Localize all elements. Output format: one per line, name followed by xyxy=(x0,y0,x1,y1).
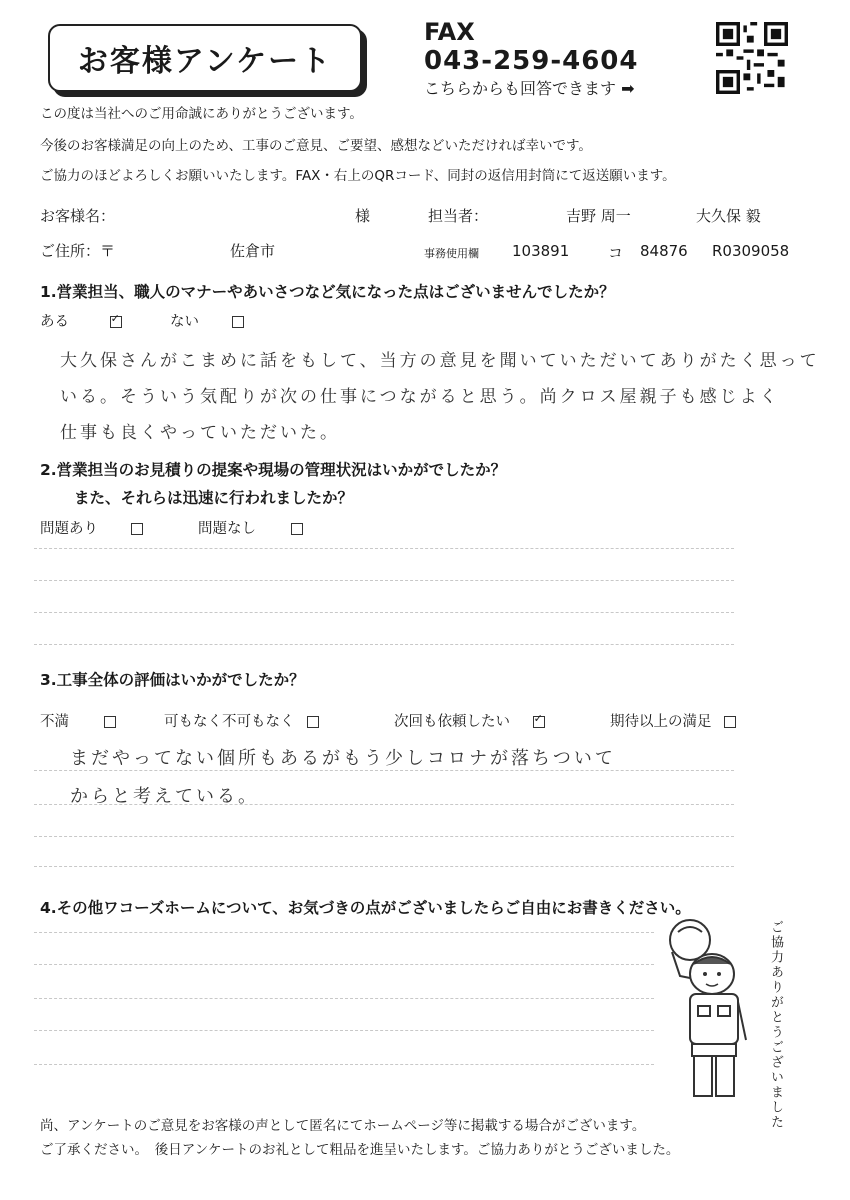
qr-code-icon[interactable] xyxy=(716,22,788,94)
q3-option-4-checkbox[interactable] xyxy=(724,716,736,728)
q3-option-1[interactable] xyxy=(40,710,116,731)
q3-option-3-checkbox[interactable] xyxy=(533,716,545,728)
office-code-4: R0309058 xyxy=(712,242,790,260)
q4-answer-line xyxy=(34,1030,654,1031)
office-code-3: 84876 xyxy=(640,242,688,260)
q3-answer-line-1: まだやってない個所もあるがもう少しコロナが落ちついて xyxy=(70,748,616,769)
q2-answer-line xyxy=(34,548,734,549)
q3-option-3-label: 次回も依頼したい xyxy=(394,714,510,730)
q1-no-checkbox[interactable] xyxy=(232,316,244,328)
q2-answer-line xyxy=(34,580,734,581)
q4-answer-line xyxy=(34,1064,654,1065)
q3-answer-line-2: からと考えている。 xyxy=(70,786,259,807)
office-code-2: コ xyxy=(608,244,624,262)
q2-no-checkbox[interactable] xyxy=(291,523,303,535)
q3-answer-line xyxy=(34,866,734,867)
q1-option-yes-label: ある xyxy=(40,314,69,330)
q2-option-no-label: 問題なし xyxy=(198,521,256,537)
customer-name-label: お客様名： xyxy=(40,207,116,225)
q1-option-no-label: ない xyxy=(170,314,199,330)
office-use-label: 事務使用欄 xyxy=(424,247,479,260)
question-4: 4.その他ワコーズホームについて、お気づきの点がございましたらご自由にお書きください。 xyxy=(40,899,691,917)
q3-option-1-checkbox[interactable] xyxy=(104,716,116,728)
staff-name-1: 吉野 周一 xyxy=(566,207,631,225)
fax-number: 043-259-4604 xyxy=(424,46,639,76)
survey-title: お客様アンケート xyxy=(77,44,333,79)
q2-option-yes[interactable] xyxy=(40,517,143,538)
q1-option-no[interactable] xyxy=(170,310,244,331)
staff-label: 担当者： xyxy=(428,207,489,225)
q3-answer-line xyxy=(34,804,734,805)
qr-note: こちらからも回答できます ➡ xyxy=(424,79,635,98)
q3-option-2-label: 可もなく不可もなく xyxy=(164,714,295,730)
q3-answer-line xyxy=(34,836,734,837)
q3-option-2-checkbox[interactable] xyxy=(307,716,319,728)
q2-answer-line xyxy=(34,644,734,645)
question-2-line-2: また、それらは迅速に行われましたか？ xyxy=(74,489,354,507)
sama-label: 様 xyxy=(355,207,371,225)
q1-answer-line-1: 大久保さんがこまめに話をもして、当方の意見を聞いていただいてありがたく思って xyxy=(60,351,820,371)
thanks-vertical: ご協力ありがとうございました xyxy=(768,920,783,1130)
footer-line-1: 尚、アンケートのご意見をお客様の声として匿名にてホームページ等に掲載する場合がございます。 xyxy=(40,1118,646,1134)
question-1: 1.営業担当、職人のマナーやあいさつなど気になった点はございませんでしたか？ xyxy=(40,283,615,301)
q3-option-4-label: 期待以上の満足 xyxy=(610,714,712,730)
q1-answer-line-2: いる。そういう気配りが次の仕事につながると思う。尚クロス屋親子も感じよく xyxy=(60,387,780,407)
q1-yes-checkbox[interactable] xyxy=(110,316,122,328)
q3-option-4[interactable] xyxy=(610,710,736,731)
q4-answer-line xyxy=(34,964,654,965)
q2-yes-checkbox[interactable] xyxy=(131,523,143,535)
q3-answer-line xyxy=(34,770,734,771)
intro-line-1: この度は当社へのご用命誠にありがとうございます。 xyxy=(40,106,363,122)
q4-answer-line xyxy=(34,932,654,933)
worker-mascot-icon xyxy=(650,912,760,1102)
q1-option-yes[interactable] xyxy=(40,310,122,331)
address-label: ご住所：〒 xyxy=(40,242,116,260)
q4-answer-line xyxy=(34,998,654,999)
address-city: 佐倉市 xyxy=(230,242,276,260)
q2-option-no[interactable] xyxy=(198,517,303,538)
q3-option-2[interactable] xyxy=(164,710,319,731)
fax-label: FAX xyxy=(424,18,475,46)
office-code-1: 103891 xyxy=(512,242,570,260)
question-2-line-1: 2.営業担当のお見積りの提案や現場の管理状況はいかがでしたか？ xyxy=(40,461,507,479)
q2-option-yes-label: 問題あり xyxy=(40,521,98,537)
question-3: 3.工事全体の評価はいかがでしたか？ xyxy=(40,671,305,689)
staff-name-2: 大久保 毅 xyxy=(696,207,761,225)
intro-line-3: ご協力のほどよろしくお願いいたします。FAX・右上のQRコード、同封の返信用封筒にて返送願います。 xyxy=(40,168,676,184)
q3-option-3[interactable] xyxy=(394,710,545,731)
q1-answer-line-3: 仕事も良くやっていただいた。 xyxy=(60,423,340,443)
footer-line-2: ご了承ください。 後日アンケートのお礼として粗品を進呈いたします。ご協力ありがとうございました。 xyxy=(40,1142,680,1158)
intro-line-2: 今後のお客様満足の向上のため、工事のご意見、ご要望、感想などいただければ幸いです。 xyxy=(40,138,592,154)
survey-title-box xyxy=(48,24,362,92)
q3-option-1-label: 不満 xyxy=(40,714,69,730)
q2-answer-line xyxy=(34,612,734,613)
